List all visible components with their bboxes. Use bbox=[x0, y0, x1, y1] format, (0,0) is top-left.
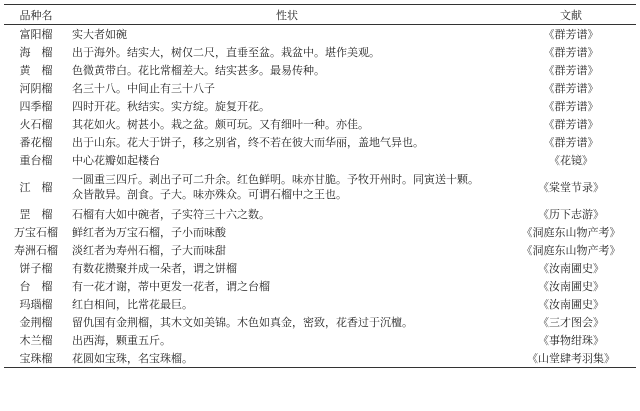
variety-name-cell: 万宝石榴 bbox=[14, 225, 58, 239]
table-row bbox=[4, 295, 636, 313]
characteristics-line: 鲜红者为万宝石榴，子小而味酸 bbox=[72, 225, 226, 239]
variety-name-cell: 黄 榴 bbox=[19, 63, 53, 77]
literature-cell: 《群芳谱》 bbox=[543, 117, 599, 131]
characteristics-line: 留仇国有金荆榴，其木文如美锦。木色如真金，密致，花香过于沉檀。 bbox=[72, 315, 413, 329]
characteristics-line: 四时开花。秋结实。实方绽。旋复开花。 bbox=[72, 99, 270, 113]
variety-name-cell: 宝珠榴 bbox=[19, 351, 53, 365]
characteristics-cell bbox=[68, 223, 506, 241]
variety-name-cell: 玛瑙榴 bbox=[19, 297, 53, 311]
characteristics-line: 其花如火。树甚小。栽之盆。颇可玩。又有细叶一种。亦佳。 bbox=[72, 117, 369, 131]
table-row bbox=[4, 97, 636, 115]
literature-cell: 《棠堂节录》 bbox=[538, 180, 604, 194]
table-row bbox=[4, 331, 636, 349]
characteristics-cell bbox=[68, 43, 506, 61]
literature-cell: 《群芳谱》 bbox=[543, 81, 599, 95]
table-body bbox=[4, 25, 636, 368]
characteristics-cell bbox=[68, 97, 506, 115]
characteristics-line: 一圆重三四斤。剥出子可二升余。红色鲜明。味亦甘脆。予牧开州时。同寅送十颗。 bbox=[72, 173, 479, 186]
characteristics-line: 色微黄带白。花比常榴差大。结实甚多。最易传种。 bbox=[72, 63, 325, 77]
characteristics-cell bbox=[68, 277, 506, 295]
literature-cell: 《花镜》 bbox=[549, 153, 593, 167]
table-row bbox=[4, 133, 636, 151]
characteristics-cell bbox=[68, 295, 506, 313]
characteristics-cell bbox=[68, 115, 506, 133]
literature-cell: 《汝南圃史》 bbox=[538, 297, 604, 311]
characteristics-line: 出西海，颗重五斤。 bbox=[72, 333, 171, 347]
variety-name-cell: 海 榴 bbox=[19, 45, 53, 59]
literature-cell: 《三才图会》 bbox=[538, 315, 604, 329]
table-row bbox=[4, 259, 636, 277]
variety-name-cell: 富阳榴 bbox=[19, 27, 53, 41]
characteristics-cell bbox=[68, 241, 506, 259]
characteristics-line: 名三十八。中间止有三十八子 bbox=[72, 81, 215, 95]
characteristics-line: 红白相间，比常花最巨。 bbox=[72, 297, 193, 311]
table-row bbox=[4, 313, 636, 331]
literature-cell: 《汝南圃史》 bbox=[538, 279, 604, 293]
literature-cell: 《山堂肆考羽集》 bbox=[527, 351, 615, 365]
variety-name-cell: 番花榴 bbox=[19, 135, 53, 149]
characteristics-cell bbox=[68, 205, 506, 223]
characteristics-line: 花圆如宝珠，名宝珠榴。 bbox=[72, 351, 193, 365]
characteristics-cell bbox=[68, 331, 506, 349]
characteristics-line: 淡红者为寿州石榴，子大而味甜 bbox=[72, 243, 226, 257]
table-header bbox=[4, 5, 636, 25]
variety-name-cell: 木兰榴 bbox=[19, 333, 53, 347]
variety-name-cell: 台 榴 bbox=[19, 279, 53, 293]
characteristics-line: 有一花才谢，蒂中更发一花者，谓之台榴 bbox=[72, 279, 270, 293]
characteristics-line: 中心花瓣如起楼台 bbox=[72, 153, 160, 167]
literature-cell: 《历下志游》 bbox=[538, 207, 604, 221]
table-row bbox=[4, 223, 636, 241]
literature-cell: 《群芳谱》 bbox=[543, 45, 599, 59]
characteristics-line: 出于海外。结实大，树仅二尺，直垂至盆。栽盆中。堪作美观。 bbox=[72, 45, 380, 59]
characteristics-cell bbox=[68, 313, 506, 331]
literature-cell: 《群芳谱》 bbox=[543, 27, 599, 41]
variety-name-cell: 重台榴 bbox=[19, 153, 53, 167]
characteristics-line: 出于山东。花大于饼子，移之别省，终不若在彼大而华丽，盖地气异也。 bbox=[72, 135, 424, 149]
variety-name-cell: 饼子榴 bbox=[19, 261, 53, 275]
pomegranate-varieties-table bbox=[4, 4, 636, 368]
table-row bbox=[4, 151, 636, 169]
variety-name-cell: 四季榴 bbox=[19, 99, 53, 113]
literature-cell: 《群芳谱》 bbox=[543, 99, 599, 113]
characteristics-cell bbox=[68, 349, 506, 368]
table-row bbox=[4, 205, 636, 223]
characteristics-line: 众皆散异。剖食。子大。味亦殊众。可谓石榴中之王也。 bbox=[72, 188, 347, 201]
literature-cell: 《事物绀珠》 bbox=[538, 333, 604, 347]
characteristics-cell bbox=[68, 61, 506, 79]
literature-cell: 《汝南圃史》 bbox=[538, 261, 604, 275]
header-characteristics: 性状 bbox=[276, 8, 298, 22]
table-row bbox=[4, 43, 636, 61]
header-literature: 文献 bbox=[560, 8, 582, 22]
table-row bbox=[4, 79, 636, 97]
characteristics-cell bbox=[68, 25, 506, 44]
variety-name-cell: 罡 榴 bbox=[19, 207, 53, 221]
literature-cell: 《群芳谱》 bbox=[543, 135, 599, 149]
table-row bbox=[4, 25, 636, 44]
literature-cell: 《群芳谱》 bbox=[543, 63, 599, 77]
variety-name-cell: 金荆榴 bbox=[19, 315, 53, 329]
characteristics-cell bbox=[68, 133, 506, 151]
table-row bbox=[4, 241, 636, 259]
literature-cell: 《洞庭东山物产考》 bbox=[521, 225, 621, 239]
literature-cell: 《洞庭东山物产考》 bbox=[521, 243, 621, 257]
variety-name-cell: 河阴榴 bbox=[19, 81, 53, 95]
characteristics-cell bbox=[68, 151, 506, 169]
characteristics-cell bbox=[68, 169, 506, 205]
table-row bbox=[4, 61, 636, 79]
characteristics-cell bbox=[68, 79, 506, 97]
header-row bbox=[4, 5, 636, 25]
header-variety-name: 品种名 bbox=[19, 8, 53, 22]
table-row bbox=[4, 115, 636, 133]
table-row bbox=[4, 349, 636, 368]
characteristics-cell bbox=[68, 259, 506, 277]
table-row bbox=[4, 169, 636, 205]
table-row bbox=[4, 277, 636, 295]
characteristics-line: 石榴有大如中碗者，子实符三十六之数。 bbox=[72, 207, 270, 221]
variety-name-cell: 寿洲石榴 bbox=[14, 243, 58, 257]
variety-name-cell: 江 榴 bbox=[19, 180, 53, 194]
characteristics-line: 实大者如碗 bbox=[72, 27, 127, 41]
characteristics-line: 有数花攒聚并成一朵者，谓之饼榴 bbox=[72, 261, 237, 275]
variety-name-cell: 火石榴 bbox=[19, 117, 53, 131]
